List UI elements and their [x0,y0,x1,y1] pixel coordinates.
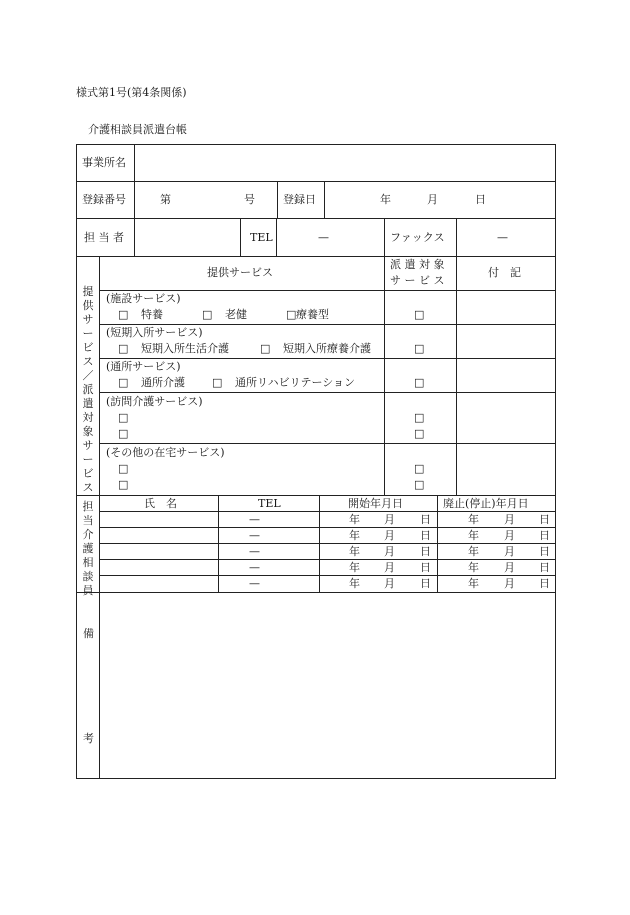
checkbox[interactable]: □ [212,376,223,389]
visit-care-title: (訪問介護サービス) [106,395,203,408]
checkbox[interactable]: □ [118,308,129,321]
registration-date-label: 登録日 [283,193,316,206]
day-rehab: 通所リハビリテーション [235,376,356,389]
start-month: 月 [384,545,395,558]
end-day: 日 [539,513,550,526]
other-home-title: (その他の在宅サービス) [106,446,225,459]
col-provided-service: 提供サービス [207,266,273,279]
tel-value: — [318,231,329,244]
end-month: 月 [504,545,515,558]
day-services-title: (通所サービス) [106,360,181,373]
start-year: 年 [349,577,360,590]
tel-dash: — [249,561,260,574]
col-end-date: 廃止(停止)年月日 [443,497,529,510]
start-month: 月 [384,577,395,590]
end-day: 日 [539,561,550,574]
checkbox[interactable]: □ [118,411,129,424]
start-year: 年 [349,561,360,574]
end-month: 月 [504,561,515,574]
form-title: 介護相談員派遣台帳 [88,123,187,136]
remarks-label-bottom: 考 [83,732,94,745]
facility-item-roken: 老健 [225,308,247,321]
end-day: 日 [539,529,550,542]
target-checkbox[interactable]: □ [414,376,425,389]
checkbox[interactable]: □ [202,308,213,321]
tel-dash: — [249,529,260,542]
registration-year: 年 [380,193,391,206]
short-stay-title: (短期入所サービス) [106,326,203,339]
target-checkbox[interactable]: □ [414,411,425,424]
tel-dash: — [249,513,260,526]
tel-dash: — [249,577,260,590]
col-target-service-line1: 派 遣 対 象 [390,258,445,271]
remarks-label-top: 備 [83,627,94,640]
start-day: 日 [420,529,431,542]
col-start-date: 開始年月日 [348,497,403,510]
registration-number-label: 登録番号 [82,193,126,206]
col-name: 氏 名 [144,497,177,510]
target-checkbox[interactable]: □ [414,427,425,440]
end-day: 日 [539,577,550,590]
end-month: 月 [504,529,515,542]
end-month: 月 [504,513,515,526]
end-year: 年 [468,545,479,558]
counselors-side-label: 担当介護相談員 [82,500,94,597]
target-checkbox[interactable]: □ [414,342,425,355]
start-month: 月 [384,529,395,542]
registration-go: 号 [244,193,255,206]
checkbox[interactable]: □ [118,462,129,475]
end-year: 年 [468,513,479,526]
target-checkbox[interactable]: □ [414,462,425,475]
short-stay-living-care: 短期入所生活介護 [141,342,229,355]
tel-label: TEL [250,231,273,244]
checkbox[interactable]: □ [286,308,297,321]
start-year: 年 [349,529,360,542]
fax-value: — [497,231,508,244]
registration-month: 月 [427,193,438,206]
services-side-label: 提供サービス／派遣対象サービス [82,285,94,494]
facility-item-ryoyo: 療養型 [296,308,329,321]
registration-day: 日 [475,193,486,206]
end-month: 月 [504,577,515,590]
end-year: 年 [468,529,479,542]
end-day: 日 [539,545,550,558]
end-year: 年 [468,577,479,590]
checkbox[interactable]: □ [118,478,129,491]
start-day: 日 [420,561,431,574]
short-stay-medical-care: 短期入所療養介護 [283,342,371,355]
start-month: 月 [384,561,395,574]
start-day: 日 [420,545,431,558]
end-year: 年 [468,561,479,574]
checkbox[interactable]: □ [118,376,129,389]
form-number: 様式第1号(第4条関係) [76,86,187,99]
start-year: 年 [349,513,360,526]
target-checkbox[interactable]: □ [414,308,425,321]
remarks-field[interactable] [101,594,554,777]
office-name-label: 事業所名 [82,156,126,169]
facility-services-title: (施設サービス) [106,292,181,305]
day-care: 通所介護 [141,376,185,389]
start-day: 日 [420,577,431,590]
checkbox[interactable]: □ [118,427,129,440]
start-day: 日 [420,513,431,526]
target-checkbox[interactable]: □ [414,478,425,491]
fax-label: ファックス [390,231,445,244]
tel-dash: — [249,545,260,558]
start-year: 年 [349,545,360,558]
col-target-service-line2: サ ー ビ ス [390,274,445,287]
contact-person-label: 担 当 者 [84,231,124,244]
checkbox[interactable]: □ [118,342,129,355]
office-name-field[interactable] [136,146,554,180]
registration-dai: 第 [160,193,171,206]
col-note: 付 記 [488,266,521,279]
col-tel: TEL [258,497,281,510]
checkbox[interactable]: □ [260,342,271,355]
start-month: 月 [384,513,395,526]
facility-item-tokuyo: 特養 [141,308,163,321]
